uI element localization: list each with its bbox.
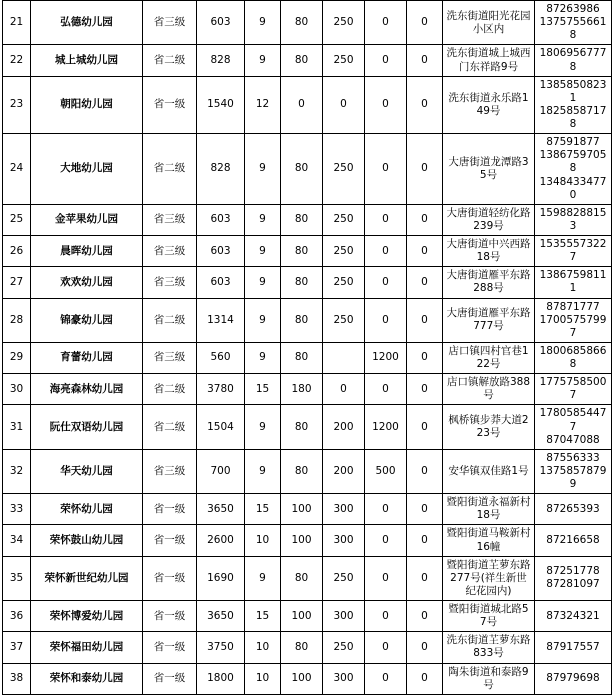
cell-number-1: 1504 bbox=[197, 405, 245, 449]
cell-name: 荣怀和泰幼儿园 bbox=[31, 663, 143, 694]
cell-number-5: 0 bbox=[365, 663, 407, 694]
cell-address: 暨阳街道永福新村18号 bbox=[443, 494, 535, 525]
cell-number-3: 80 bbox=[281, 1, 323, 45]
cell-number-1: 828 bbox=[197, 134, 245, 205]
cell-number-6: 0 bbox=[407, 632, 443, 663]
cell-number-2: 9 bbox=[245, 236, 281, 267]
cell-number-1: 603 bbox=[197, 204, 245, 235]
cell-number-1: 2600 bbox=[197, 525, 245, 556]
cell-index: 24 bbox=[3, 134, 31, 205]
cell-phone: 87979698 bbox=[535, 663, 612, 694]
cell-number-4: 250 bbox=[323, 204, 365, 235]
cell-index: 27 bbox=[3, 267, 31, 298]
cell-number-6: 0 bbox=[407, 134, 443, 205]
cell-number-6: 0 bbox=[407, 494, 443, 525]
table-row bbox=[3, 1, 612, 45]
cell-index: 29 bbox=[3, 342, 31, 373]
cell-phone: 18006858668 bbox=[535, 342, 612, 373]
cell-number-4: 300 bbox=[323, 663, 365, 694]
cell-number-3: 80 bbox=[281, 298, 323, 342]
cell-address: 大唐街道轻纺化路239号 bbox=[443, 204, 535, 235]
cell-number-2: 10 bbox=[245, 632, 281, 663]
cell-number-5: 0 bbox=[365, 601, 407, 632]
kindergarten-table bbox=[2, 0, 612, 695]
cell-number-6: 0 bbox=[407, 45, 443, 76]
cell-number-2: 9 bbox=[245, 204, 281, 235]
cell-level: 省二级 bbox=[143, 405, 197, 449]
cell-number-1: 603 bbox=[197, 1, 245, 45]
cell-number-5: 0 bbox=[365, 134, 407, 205]
cell-name: 晨晖幼儿园 bbox=[31, 236, 143, 267]
cell-number-2: 9 bbox=[245, 134, 281, 205]
cell-number-1: 560 bbox=[197, 342, 245, 373]
cell-number-1: 603 bbox=[197, 267, 245, 298]
cell-name: 阮仕双语幼儿园 bbox=[31, 405, 143, 449]
cell-address: 安华镇双佳路1号 bbox=[443, 449, 535, 493]
cell-number-6: 0 bbox=[407, 405, 443, 449]
cell-index: 26 bbox=[3, 236, 31, 267]
cell-number-3: 80 bbox=[281, 267, 323, 298]
cell-number-3: 80 bbox=[281, 632, 323, 663]
cell-address: 暨阳街道芏萝东路277号(祥生新世纪花园内) bbox=[443, 556, 535, 600]
cell-address: 洗东街道阳光花园小区内 bbox=[443, 1, 535, 45]
cell-level: 省三级 bbox=[143, 1, 197, 45]
cell-phone: 17805854477 87047088 bbox=[535, 405, 612, 449]
cell-number-3: 100 bbox=[281, 601, 323, 632]
cell-number-6: 0 bbox=[407, 298, 443, 342]
cell-level: 省一级 bbox=[143, 494, 197, 525]
cell-level: 省一级 bbox=[143, 525, 197, 556]
cell-address: 暨阳街道城北路57号 bbox=[443, 601, 535, 632]
cell-address: 洗东街道永乐路149号 bbox=[443, 76, 535, 134]
cell-index: 23 bbox=[3, 76, 31, 134]
cell-number-3: 80 bbox=[281, 342, 323, 373]
cell-number-5: 0 bbox=[365, 236, 407, 267]
cell-address: 枫桥镇步莽大道223号 bbox=[443, 405, 535, 449]
cell-number-5: 0 bbox=[365, 298, 407, 342]
cell-number-2: 9 bbox=[245, 267, 281, 298]
cell-address: 店口镇解放路388号 bbox=[443, 374, 535, 405]
cell-number-4: 300 bbox=[323, 494, 365, 525]
table-row bbox=[3, 663, 612, 694]
cell-number-3: 0 bbox=[281, 76, 323, 134]
table-row bbox=[3, 405, 612, 449]
cell-phone: 87265393 bbox=[535, 494, 612, 525]
table-row bbox=[3, 374, 612, 405]
cell-address: 大唐街道雁平东路777号 bbox=[443, 298, 535, 342]
table-row bbox=[3, 342, 612, 373]
cell-number-6: 0 bbox=[407, 204, 443, 235]
cell-number-4: 250 bbox=[323, 632, 365, 663]
cell-phone: 87263986 13757556618 bbox=[535, 1, 612, 45]
cell-address: 大唐街道龙潭路35号 bbox=[443, 134, 535, 205]
cell-number-4: 250 bbox=[323, 45, 365, 76]
cell-number-5: 1200 bbox=[365, 405, 407, 449]
cell-number-6: 0 bbox=[407, 601, 443, 632]
cell-phone: 87556333 13758578799 bbox=[535, 449, 612, 493]
cell-number-1: 828 bbox=[197, 45, 245, 76]
cell-index: 38 bbox=[3, 663, 31, 694]
cell-name: 荣怀幼儿园 bbox=[31, 494, 143, 525]
cell-number-4: 250 bbox=[323, 236, 365, 267]
cell-number-6: 0 bbox=[407, 342, 443, 373]
cell-number-2: 9 bbox=[245, 45, 281, 76]
cell-level: 省三级 bbox=[143, 267, 197, 298]
cell-index: 34 bbox=[3, 525, 31, 556]
cell-phone: 13867598111 bbox=[535, 267, 612, 298]
cell-number-4: 200 bbox=[323, 405, 365, 449]
cell-level: 省三级 bbox=[143, 236, 197, 267]
cell-number-5: 0 bbox=[365, 494, 407, 525]
cell-name: 荣怀新世纪幼儿园 bbox=[31, 556, 143, 600]
cell-number-5: 0 bbox=[365, 45, 407, 76]
cell-level: 省三级 bbox=[143, 204, 197, 235]
cell-number-6: 0 bbox=[407, 525, 443, 556]
cell-number-5: 500 bbox=[365, 449, 407, 493]
cell-number-3: 80 bbox=[281, 45, 323, 76]
cell-index: 22 bbox=[3, 45, 31, 76]
cell-number-2: 9 bbox=[245, 405, 281, 449]
cell-phone: 87591877 13867597058 13484334770 bbox=[535, 134, 612, 205]
table-row bbox=[3, 449, 612, 493]
cell-number-5: 0 bbox=[365, 204, 407, 235]
cell-number-5: 0 bbox=[365, 556, 407, 600]
cell-number-4: 250 bbox=[323, 267, 365, 298]
cell-number-2: 9 bbox=[245, 449, 281, 493]
cell-number-1: 603 bbox=[197, 236, 245, 267]
cell-number-3: 100 bbox=[281, 663, 323, 694]
cell-level: 省二级 bbox=[143, 134, 197, 205]
cell-number-3: 80 bbox=[281, 134, 323, 205]
cell-number-4: 250 bbox=[323, 1, 365, 45]
cell-number-1: 1800 bbox=[197, 663, 245, 694]
cell-index: 37 bbox=[3, 632, 31, 663]
cell-name: 城上城幼儿园 bbox=[31, 45, 143, 76]
cell-phone: 18069567778 bbox=[535, 45, 612, 76]
cell-number-3: 80 bbox=[281, 204, 323, 235]
cell-index: 21 bbox=[3, 1, 31, 45]
cell-level: 省一级 bbox=[143, 663, 197, 694]
cell-name: 锦豪幼儿园 bbox=[31, 298, 143, 342]
cell-address: 洗东街道芏萝东路833号 bbox=[443, 632, 535, 663]
cell-index: 35 bbox=[3, 556, 31, 600]
cell-index: 33 bbox=[3, 494, 31, 525]
cell-number-2: 10 bbox=[245, 525, 281, 556]
cell-level: 省三级 bbox=[143, 449, 197, 493]
cell-number-3: 80 bbox=[281, 449, 323, 493]
cell-number-4: 300 bbox=[323, 525, 365, 556]
cell-number-3: 100 bbox=[281, 525, 323, 556]
cell-number-5: 0 bbox=[365, 632, 407, 663]
cell-index: 25 bbox=[3, 204, 31, 235]
cell-number-5: 1200 bbox=[365, 342, 407, 373]
cell-number-2: 9 bbox=[245, 1, 281, 45]
table-row bbox=[3, 45, 612, 76]
cell-name: 荣怀博爱幼儿园 bbox=[31, 601, 143, 632]
cell-number-6: 0 bbox=[407, 556, 443, 600]
cell-number-1: 3650 bbox=[197, 494, 245, 525]
cell-level: 省一级 bbox=[143, 632, 197, 663]
table-row bbox=[3, 601, 612, 632]
cell-address: 暨阳街道马鞍新村16幢 bbox=[443, 525, 535, 556]
cell-index: 32 bbox=[3, 449, 31, 493]
cell-number-2: 10 bbox=[245, 663, 281, 694]
cell-level: 省一级 bbox=[143, 76, 197, 134]
cell-name: 金苹果幼儿园 bbox=[31, 204, 143, 235]
cell-number-4: 300 bbox=[323, 601, 365, 632]
cell-number-4: 250 bbox=[323, 298, 365, 342]
cell-number-2: 15 bbox=[245, 601, 281, 632]
table-row bbox=[3, 494, 612, 525]
cell-number-3: 80 bbox=[281, 556, 323, 600]
table-row bbox=[3, 298, 612, 342]
cell-number-6: 0 bbox=[407, 76, 443, 134]
table-row bbox=[3, 76, 612, 134]
cell-index: 36 bbox=[3, 601, 31, 632]
cell-address: 大唐街道中兴西路18号 bbox=[443, 236, 535, 267]
cell-number-6: 0 bbox=[407, 267, 443, 298]
cell-index: 28 bbox=[3, 298, 31, 342]
cell-name: 荣怀福田幼儿园 bbox=[31, 632, 143, 663]
cell-address: 店口镇四村官巷122号 bbox=[443, 342, 535, 373]
table-row bbox=[3, 134, 612, 205]
cell-phone: 87216658 bbox=[535, 525, 612, 556]
cell-name: 朝阳幼儿园 bbox=[31, 76, 143, 134]
table-row bbox=[3, 525, 612, 556]
cell-number-2: 15 bbox=[245, 374, 281, 405]
cell-number-3: 180 bbox=[281, 374, 323, 405]
cell-number-5: 0 bbox=[365, 1, 407, 45]
cell-number-6: 0 bbox=[407, 1, 443, 45]
cell-level: 省二级 bbox=[143, 45, 197, 76]
table-row bbox=[3, 267, 612, 298]
cell-number-4: 200 bbox=[323, 449, 365, 493]
table-row bbox=[3, 204, 612, 235]
cell-number-4: 250 bbox=[323, 134, 365, 205]
cell-number-2: 12 bbox=[245, 76, 281, 134]
cell-level: 省二级 bbox=[143, 374, 197, 405]
table-row bbox=[3, 556, 612, 600]
cell-number-5: 0 bbox=[365, 374, 407, 405]
cell-number-2: 9 bbox=[245, 298, 281, 342]
cell-name: 弘德幼儿园 bbox=[31, 1, 143, 45]
table-body bbox=[3, 1, 612, 695]
cell-number-5: 0 bbox=[365, 76, 407, 134]
cell-name: 大地幼儿园 bbox=[31, 134, 143, 205]
cell-phone: 87871777 17005757997 bbox=[535, 298, 612, 342]
cell-phone: 87324321 bbox=[535, 601, 612, 632]
cell-address: 陶朱街道和泰路9号 bbox=[443, 663, 535, 694]
cell-number-1: 700 bbox=[197, 449, 245, 493]
table-row bbox=[3, 632, 612, 663]
cell-number-3: 80 bbox=[281, 236, 323, 267]
cell-address: 洗东街道城上城西门东祥路9号 bbox=[443, 45, 535, 76]
table-row bbox=[3, 236, 612, 267]
cell-phone: 13858508231 18258587178 bbox=[535, 76, 612, 134]
cell-name: 华天幼儿园 bbox=[31, 449, 143, 493]
cell-number-1: 1690 bbox=[197, 556, 245, 600]
cell-level: 省二级 bbox=[143, 298, 197, 342]
cell-number-4: 0 bbox=[323, 374, 365, 405]
cell-number-2: 15 bbox=[245, 494, 281, 525]
cell-level: 省一级 bbox=[143, 556, 197, 600]
cell-number-6: 0 bbox=[407, 663, 443, 694]
cell-name: 海亮森林幼儿园 bbox=[31, 374, 143, 405]
cell-number-3: 100 bbox=[281, 494, 323, 525]
cell-phone: 15988288153 bbox=[535, 204, 612, 235]
cell-number-6: 0 bbox=[407, 449, 443, 493]
cell-number-2: 9 bbox=[245, 556, 281, 600]
cell-name: 欢欢幼儿园 bbox=[31, 267, 143, 298]
cell-name: 育蕾幼儿园 bbox=[31, 342, 143, 373]
cell-phone: 15355573227 bbox=[535, 236, 612, 267]
cell-number-1: 3780 bbox=[197, 374, 245, 405]
cell-address: 大唐街道雁平东路288号 bbox=[443, 267, 535, 298]
cell-phone: 87917557 bbox=[535, 632, 612, 663]
cell-number-3: 80 bbox=[281, 405, 323, 449]
cell-name: 荣怀鼓山幼儿园 bbox=[31, 525, 143, 556]
cell-number-4: 0 bbox=[323, 76, 365, 134]
cell-number-4 bbox=[323, 342, 365, 373]
cell-number-1: 3750 bbox=[197, 632, 245, 663]
cell-number-1: 3650 bbox=[197, 601, 245, 632]
cell-number-4: 250 bbox=[323, 556, 365, 600]
cell-number-1: 1540 bbox=[197, 76, 245, 134]
cell-number-2: 9 bbox=[245, 342, 281, 373]
cell-index: 31 bbox=[3, 405, 31, 449]
cell-level: 省一级 bbox=[143, 601, 197, 632]
cell-number-5: 0 bbox=[365, 267, 407, 298]
cell-phone: 17757585007 bbox=[535, 374, 612, 405]
cell-number-1: 1314 bbox=[197, 298, 245, 342]
cell-number-5: 0 bbox=[365, 525, 407, 556]
cell-index: 30 bbox=[3, 374, 31, 405]
cell-level: 省三级 bbox=[143, 342, 197, 373]
cell-number-6: 0 bbox=[407, 374, 443, 405]
cell-phone: 87251778 87281097 bbox=[535, 556, 612, 600]
cell-number-6: 0 bbox=[407, 236, 443, 267]
